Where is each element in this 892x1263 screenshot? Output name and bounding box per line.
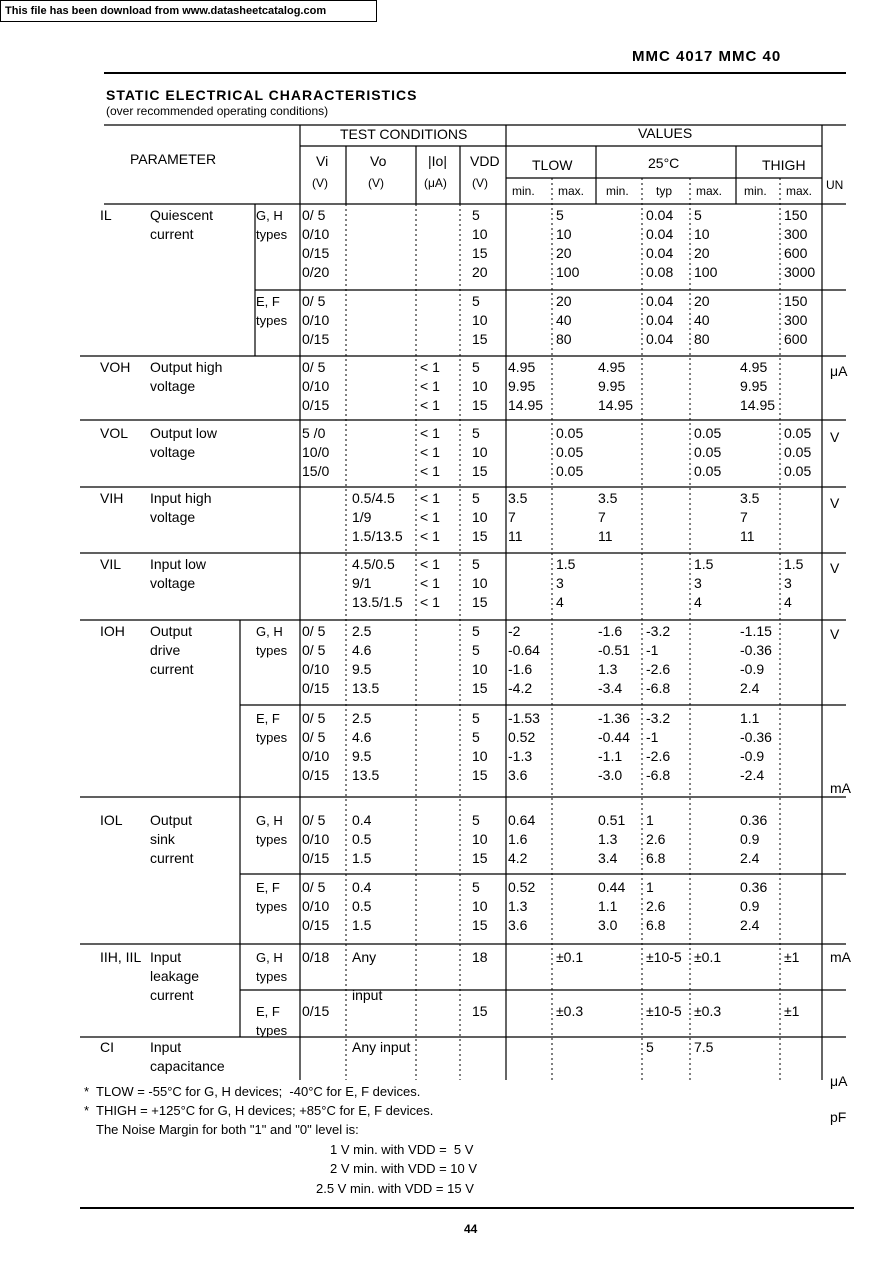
cell-t-typ: ±10-5	[646, 949, 682, 965]
cell-t-max: 20 40 80	[694, 293, 710, 347]
cell-th-min: 3.5 7 11	[740, 490, 760, 544]
cell-th-max: 150 300 600 3000	[784, 207, 816, 280]
cell-name: Output low voltage	[150, 425, 217, 460]
cell-th-max: ±1	[784, 1003, 800, 1019]
cell-group: G, H types	[256, 950, 288, 984]
cell-vdd: 5 10 15	[472, 425, 488, 479]
col-25c: 25°C	[648, 155, 680, 171]
col-25-typ: typ	[656, 184, 673, 198]
cell-vdd: 5 10 15	[472, 556, 488, 610]
part-number-header: MMC 4017 MMC 40	[632, 48, 782, 65]
cell-vi: 0/ 5 0/ 5 0/10 0/15	[302, 710, 330, 783]
col-tlow-min: min.	[512, 184, 535, 198]
cell-vi: 0/ 5 0/10 0/15	[302, 812, 330, 866]
col-tlow: TLOW	[532, 157, 573, 173]
cell-unit: V	[830, 429, 840, 445]
cell-tl-max: 20 40 80	[556, 293, 572, 347]
cell-th-min: 0.36 0.9 2.4	[740, 879, 768, 933]
cell-tl-min: 3.5 7 11	[508, 490, 528, 544]
cell-unit: μA	[830, 1073, 848, 1089]
cell-tl-min: 0.52 1.3 3.6	[508, 879, 536, 933]
cell-th-max: ±1	[784, 949, 800, 965]
download-banner: This file has been download from www.datasheetcatalog.com	[0, 0, 377, 22]
cell-name: Output sink current	[150, 812, 194, 866]
cell-vi: 0/15	[302, 1003, 330, 1019]
cell-th-min: 4.95 9.95 14.95	[740, 359, 776, 413]
cell-t-max: 1.5 3 4	[694, 556, 714, 610]
cell-tl-max: 0.05 0.05 0.05	[556, 425, 584, 479]
col-thigh: THIGH	[762, 157, 806, 173]
footnote-noise-10v: 2 V min. with VDD = 10 V	[330, 1161, 478, 1176]
cell-th-max: 150 300 600	[784, 293, 808, 347]
footer-rule	[80, 1207, 854, 1209]
col-io: |Io|	[428, 153, 447, 169]
cell-io: < 1 < 1 < 1	[420, 556, 440, 610]
cell-tl-min: 4.95 9.95 14.95	[508, 359, 544, 413]
cell-group: E, F types	[256, 711, 288, 745]
cell-vdd: 5 5 10 15	[472, 710, 488, 783]
cell-th-max: 0.05 0.05 0.05	[784, 425, 812, 479]
cell-name: Input capacitance	[150, 1039, 225, 1074]
cell-io: < 1 < 1 < 1	[420, 490, 440, 544]
cell-t-typ: -3.2 -1 -2.6 -6.8	[646, 623, 671, 696]
cell-t-max: 5 10 20 100	[694, 207, 718, 280]
col-unit: UN	[826, 178, 844, 192]
cell-vdd: 5 10 15	[472, 490, 488, 544]
cell-vo: 0.4 0.5 1.5	[352, 879, 372, 933]
cell-name: Input high voltage	[150, 490, 212, 525]
cell-tl-max: ±0.1	[556, 949, 584, 965]
cell-vi: 5 /0 10/0 15/0	[302, 425, 330, 479]
cell-sym: VIH	[100, 490, 124, 506]
cell-t-min: 0.51 1.3 3.4	[598, 812, 626, 866]
section-subtitle: (over recommended operating conditions)	[106, 104, 329, 118]
cell-unit: V	[830, 560, 840, 576]
cell-sym: IL	[100, 207, 112, 223]
col-parameter: PARAMETER	[130, 151, 217, 167]
cell-unit: V	[830, 626, 840, 642]
cell-vdd: 5 10 15	[472, 879, 488, 933]
section-title: STATIC ELECTRICAL CHARACTERISTICS	[106, 87, 418, 103]
cell-unit: pF	[830, 1109, 847, 1125]
cell-vdd: 18	[472, 949, 488, 965]
cell-group: G, H types	[256, 624, 288, 658]
col-tlow-max: max.	[558, 184, 585, 198]
cell-t-min: 0.44 1.1 3.0	[598, 879, 626, 933]
cell-th-max: 1.5 3 4	[784, 556, 804, 610]
unit-vo: (V)	[368, 176, 384, 190]
cell-tl-max: 5 10 20 100	[556, 207, 580, 280]
cell-vi: 0/ 5 0/10 0/15	[302, 359, 330, 413]
col-25-max: max.	[696, 184, 723, 198]
footnote-noise-5v: 1 V min. with VDD = 5 V	[330, 1142, 474, 1157]
cell-io: < 1 < 1 < 1	[420, 359, 440, 413]
cell-sym: VIL	[100, 556, 122, 572]
cell-vi: 0/ 5 0/ 5 0/10 0/15	[302, 623, 330, 696]
cell-th-min: 0.36 0.9 2.4	[740, 812, 768, 866]
cell-tl-min: -1.53 0.52 -1.3 3.6	[508, 710, 540, 783]
cell-name: Output high voltage	[150, 359, 223, 394]
cell-unit: μA	[830, 363, 848, 379]
cell-t-typ: 0.04 0.04 0.04 0.08	[646, 207, 674, 280]
cell-vdd: 5 10 15	[472, 293, 488, 347]
cell-unit: mA	[830, 949, 851, 965]
footnote-noise-15v: 2.5 V min. with VDD = 15 V	[316, 1181, 474, 1196]
cell-sym: VOH	[100, 359, 131, 375]
cell-vo: 0.4 0.5 1.5	[352, 812, 372, 866]
cell-group: E, F types	[256, 1004, 288, 1038]
cell-tl-max: ±0.3	[556, 1003, 584, 1019]
cell-vdd: 5 10 15	[472, 359, 488, 413]
col-thigh-max: max.	[786, 184, 813, 198]
cell-th-min: -1.15 -0.36 -0.9 2.4	[740, 623, 772, 696]
unit-vdd: (V)	[472, 176, 488, 190]
col-thigh-min: min.	[744, 184, 767, 198]
cell-vi: 0/ 5 0/10 0/15	[302, 293, 330, 347]
cell-sym: CI	[100, 1039, 114, 1055]
cell-vo: 4.5/0.5 9/1 13.5/1.5	[352, 556, 403, 610]
col-vi: Vi	[316, 153, 329, 169]
cell-vo: 0.5/4.5 1/9 1.5/13.5	[352, 490, 403, 544]
cell-t-typ: 0.04 0.04 0.04	[646, 293, 674, 347]
cell-tl-max: 1.5 3 4	[556, 556, 576, 610]
cell-name: Input low voltage	[150, 556, 207, 591]
cell-t-typ: ±10-5	[646, 1003, 682, 1019]
cell-t-min: -1.36 -0.44 -1.1 -3.0	[598, 710, 630, 783]
cell-vi: 0/ 5 0/10 0/15 0/20	[302, 207, 330, 280]
col-vdd: VDD	[470, 153, 500, 169]
col-test-conditions: TEST CONDITIONS	[340, 126, 468, 142]
col-values: VALUES	[638, 125, 693, 141]
cell-t-min: 3.5 7 11	[598, 490, 618, 544]
cell-t-typ: 1 2.6 6.8	[646, 812, 666, 866]
col-25-min: min.	[606, 184, 629, 198]
cell-t-min: -1.6 -0.51 1.3 -3.4	[598, 623, 630, 696]
cell-unit: V	[830, 495, 840, 511]
cell-sym: IIH, IIL	[100, 949, 142, 965]
cell-vo: 2.5 4.6 9.5 13.5	[352, 623, 380, 696]
cell-group: G, H types	[256, 208, 288, 242]
cell-tl-min: -2 -0.64 -1.6 -4.2	[508, 623, 540, 696]
cell-vdd: 5 10 15	[472, 812, 488, 866]
cell-t-typ: 5	[646, 1039, 654, 1055]
cell-sym: IOL	[100, 812, 123, 828]
cell-vo: 2.5 4.6 9.5 13.5	[352, 710, 380, 783]
cell-name: Quiescent current	[150, 207, 214, 242]
cell-sym: VOL	[100, 425, 129, 441]
cell-vo: Any input	[352, 1039, 411, 1055]
cell-t-max: ±0.3	[694, 1003, 722, 1019]
cell-vi: 0/18	[302, 949, 330, 965]
cell-sym: IOH	[100, 623, 125, 639]
cell-th-min: 1.1 -0.36 -0.9 -2.4	[740, 710, 772, 783]
cell-vdd: 15	[472, 1003, 488, 1019]
cell-vdd: 5 10 15 20	[472, 207, 488, 280]
cell-t-max: 0.05 0.05 0.05	[694, 425, 722, 479]
cell-t-max: ±0.1	[694, 949, 722, 965]
footnote-thigh: * THIGH = +125°C for G, H devices; +85°C for E, F devices.	[84, 1103, 434, 1118]
cell-vi: 0/ 5 0/10 0/15	[302, 879, 330, 933]
page-number: 44	[464, 1222, 478, 1236]
cell-group: E, F types	[256, 880, 288, 914]
cell-t-typ: -3.2 -1 -2.6 -6.8	[646, 710, 671, 783]
cell-vdd: 5 5 10 15	[472, 623, 488, 696]
cell-group: E, F types	[256, 294, 288, 328]
cell-t-min: 4.95 9.95 14.95	[598, 359, 634, 413]
cell-tl-min: 0.64 1.6 4.2	[508, 812, 536, 866]
cell-unit: mA	[830, 780, 851, 796]
cell-vo: Any input	[352, 949, 383, 1003]
cell-t-max: 7.5	[694, 1039, 714, 1055]
footnote-noise: The Noise Margin for both "1" and "0" level is:	[96, 1122, 359, 1137]
footnote-tlow: * TLOW = -55°C for G, H devices; -40°C for E, F devices.	[84, 1084, 421, 1099]
cell-name: Output drive current	[150, 623, 194, 677]
col-vo: Vo	[370, 153, 387, 169]
cell-t-typ: 1 2.6 6.8	[646, 879, 666, 933]
unit-vi: (V)	[312, 176, 328, 190]
cell-group: G, H types	[256, 813, 288, 847]
cell-name: Input leakage current	[150, 949, 200, 1003]
cell-io: < 1 < 1 < 1	[420, 425, 440, 479]
unit-io: (μA)	[424, 176, 447, 190]
